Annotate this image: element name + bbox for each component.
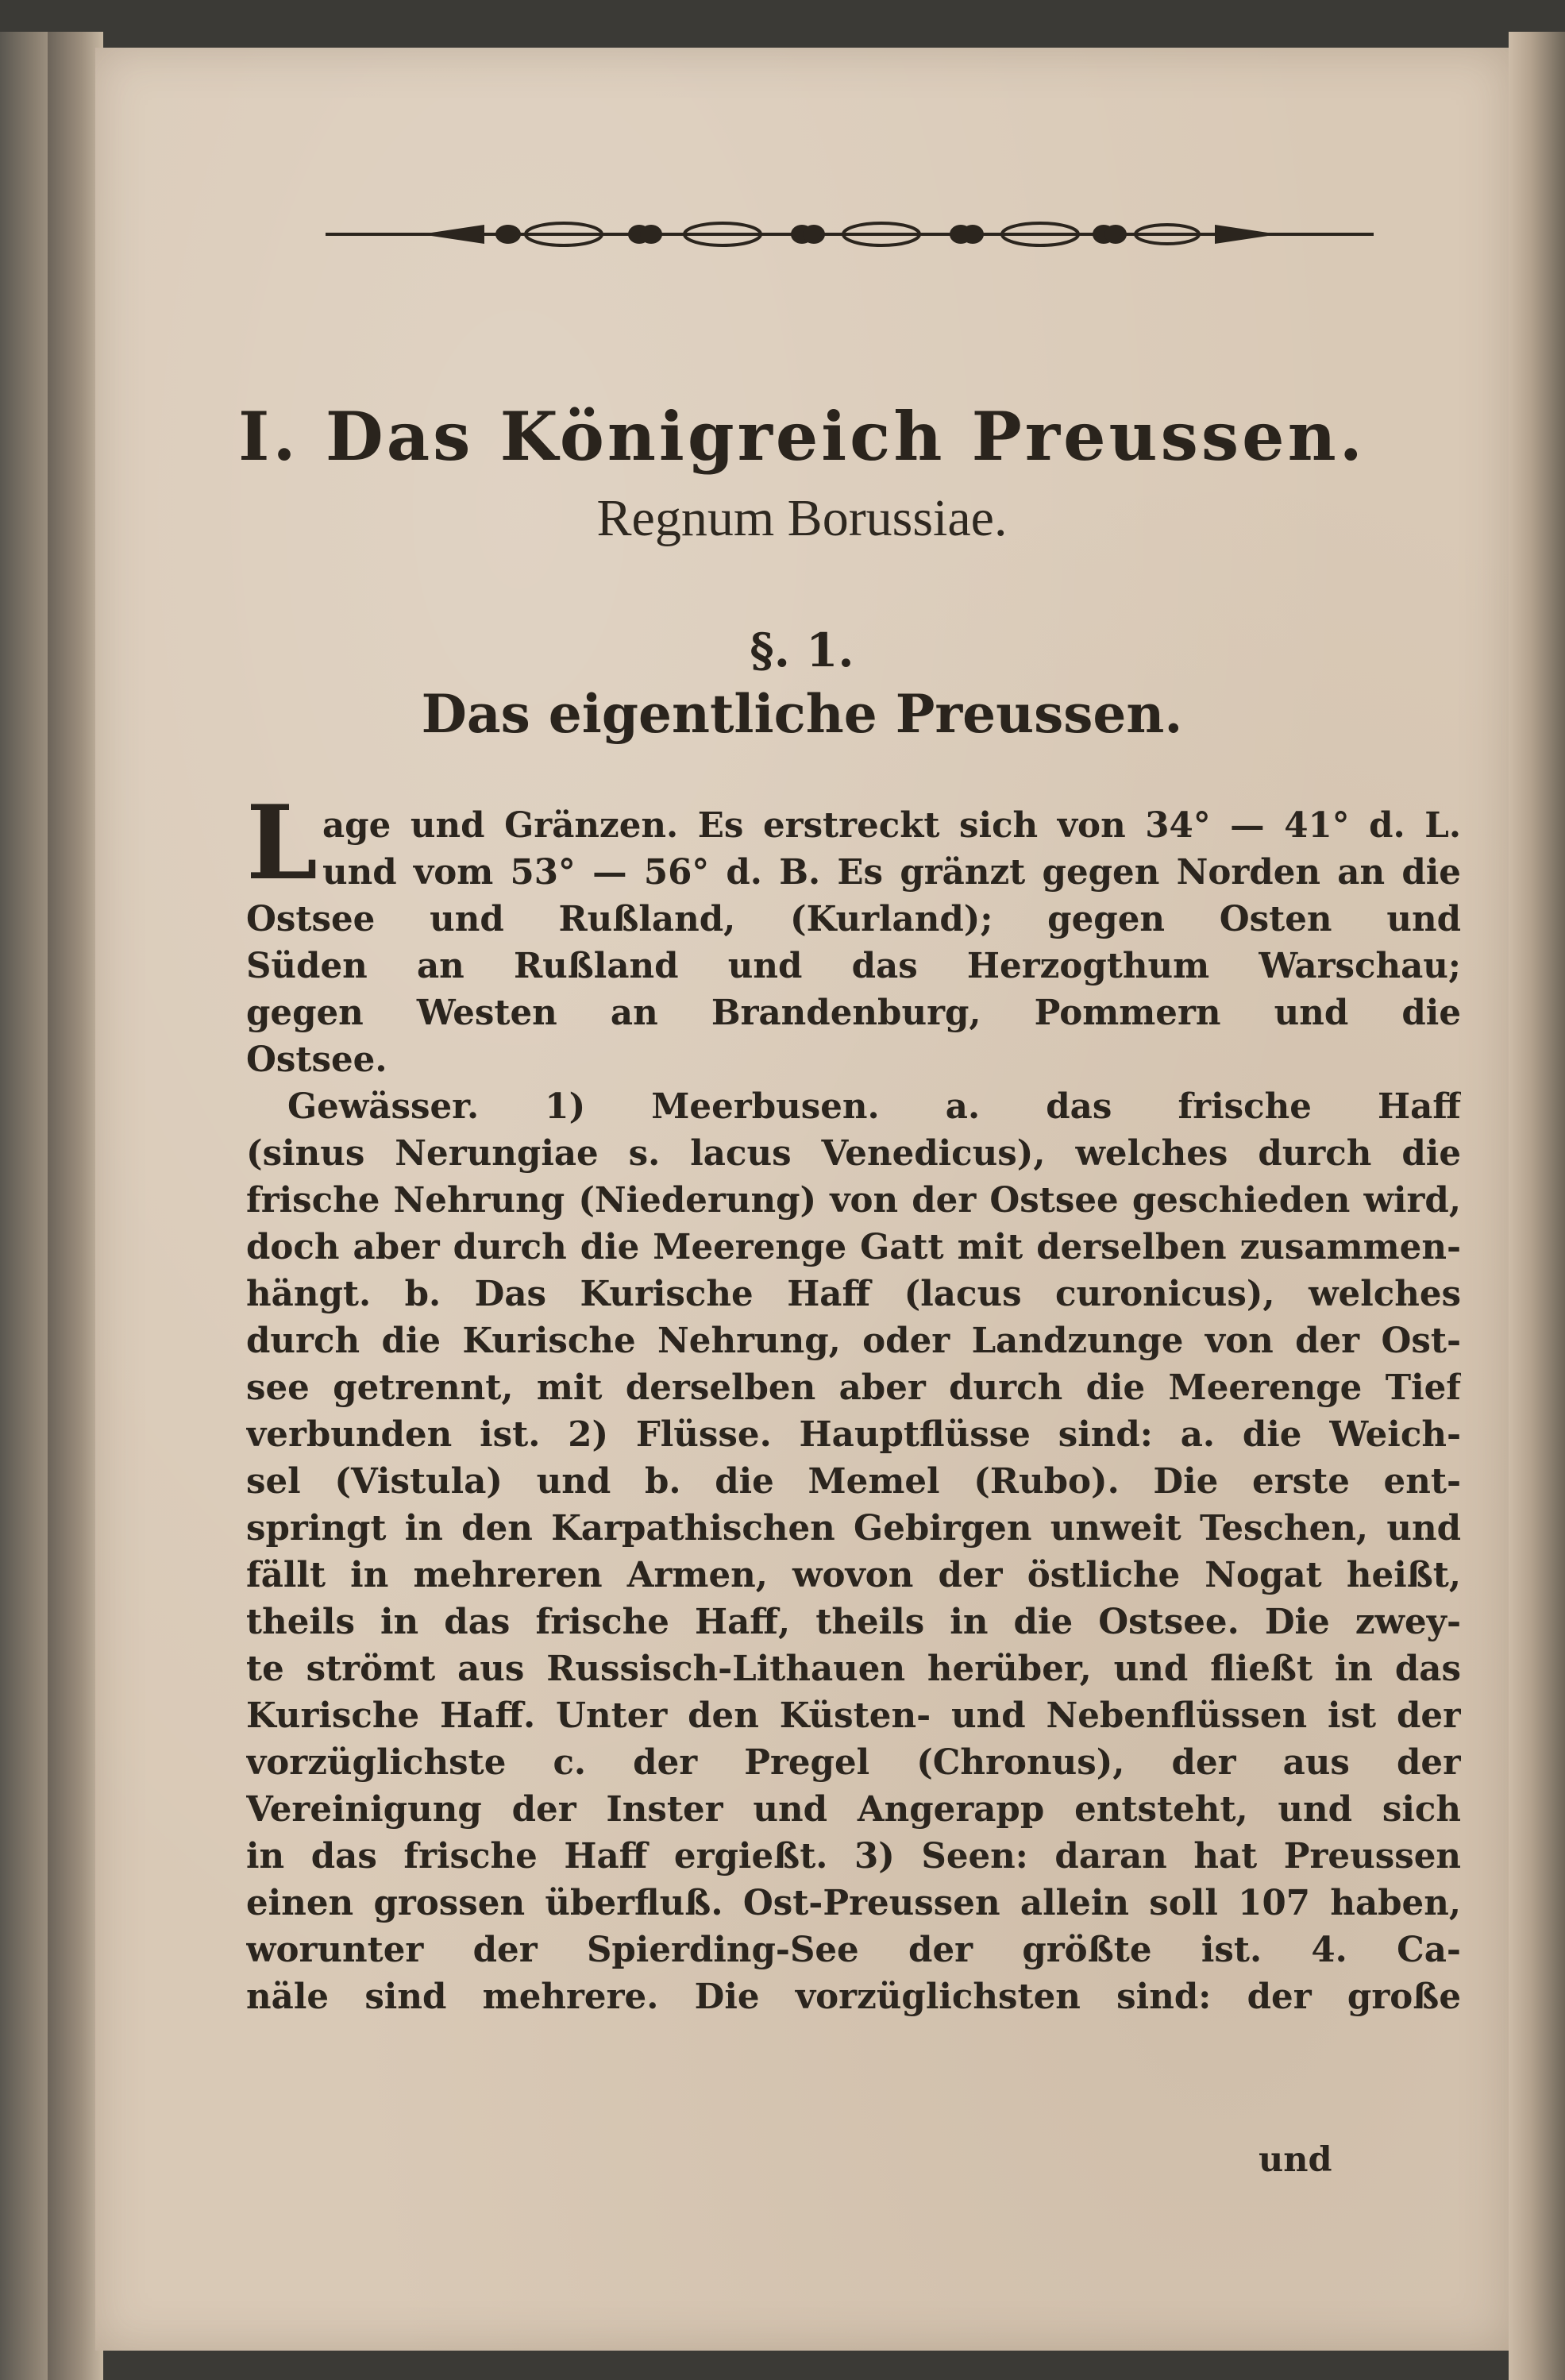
text-line: fällt in mehreren Armen, wovon der östliche Nogat heißt,	[246, 1555, 1461, 1595]
text-line: Gewässer. 1) Meerbusen. a. das frische Haff	[287, 1086, 1461, 1127]
catchword: und	[1259, 2140, 1332, 2180]
text-line: see getrennt, mit derselben aber durch die Meerenge Tief	[246, 1367, 1461, 1408]
text-line: Ostsee und Rußland, (Kurland); gegen Osten und	[246, 899, 1461, 939]
text-line: Vereinigung der Inster und Angerapp entsteht, und sich	[246, 1789, 1461, 1830]
text-line: Kurische Haff. Unter den Küsten- und Nebenflüssen ist der	[246, 1695, 1461, 1736]
drop-capital: L	[246, 784, 318, 903]
text-line: springt in den Karpathischen Gebirgen unweit Teschen, und	[246, 1508, 1461, 1549]
text-line: doch aber durch die Meerenge Gatt mit derselben zusammen-	[246, 1227, 1461, 1267]
text-line: worunter der Spierding-See der größte ist. 4. Ca-	[246, 1930, 1461, 1970]
text-line: durch die Kurische Nehrung, oder Landzunge von der Ost-	[246, 1321, 1461, 1361]
body-text	[246, 784, 1461, 2020]
section-number: §. 1.	[750, 623, 854, 677]
text-line: in das frische Haff ergießt. 3) Seen: daran hat Preussen	[246, 1836, 1461, 1877]
text-line: theils in das frische Haff, theils in die Ostsee. Die zwey-	[246, 1602, 1461, 1642]
latin-subtitle: Regnum Borussiae.	[596, 489, 1008, 547]
text-line: vorzüglichste c. der Pregel (Chronus), der aus der	[246, 1742, 1461, 1783]
page-title: I. Das Königreich Preussen.	[238, 397, 1366, 476]
text-line: verbunden ist. 2) Flüsse. Hauptflüsse sind: a. die Weich-	[246, 1414, 1461, 1455]
ornament-rule	[326, 210, 1374, 258]
section-title: Das eigentliche Preussen.	[421, 683, 1183, 745]
text-line: und vom 53° — 56° d. B. Es gränzt gegen Norden an die	[322, 852, 1461, 893]
text-line: Ostsee.	[246, 1040, 387, 1080]
text-line: Süden an Rußland und das Herzogthum Warschau;	[246, 946, 1461, 986]
text-line: gegen Westen an Brandenburg, Pommern und die	[246, 993, 1461, 1033]
text-line: sel (Vistula) und b. die Memel (Rubo). Die erste ent-	[246, 1461, 1461, 1502]
text-line: hängt. b. Das Kurische Haff (lacus curonicus), welches	[246, 1274, 1461, 1314]
text-line: (sinus Nerungiae s. lacus Venedicus), welches durch die	[246, 1133, 1461, 1174]
text-line: te strömt aus Russisch-Lithauen herüber, und fließt in das	[246, 1649, 1461, 1689]
text-line: einen grossen überfluß. Ost-Preussen allein soll 107 haben,	[246, 1883, 1461, 1923]
book-page	[95, 48, 1509, 2351]
text-line: frische Nehrung (Niederung) von der Ostsee geschieden wird,	[246, 1180, 1461, 1221]
page-stack-edge	[1509, 32, 1565, 2380]
text-line: näle sind mehrere. Die vorzüglichsten sind: der große	[246, 1977, 1461, 2017]
text-line: age und Gränzen. Es erstreckt sich von 34° — 41° d. L.	[322, 805, 1461, 846]
